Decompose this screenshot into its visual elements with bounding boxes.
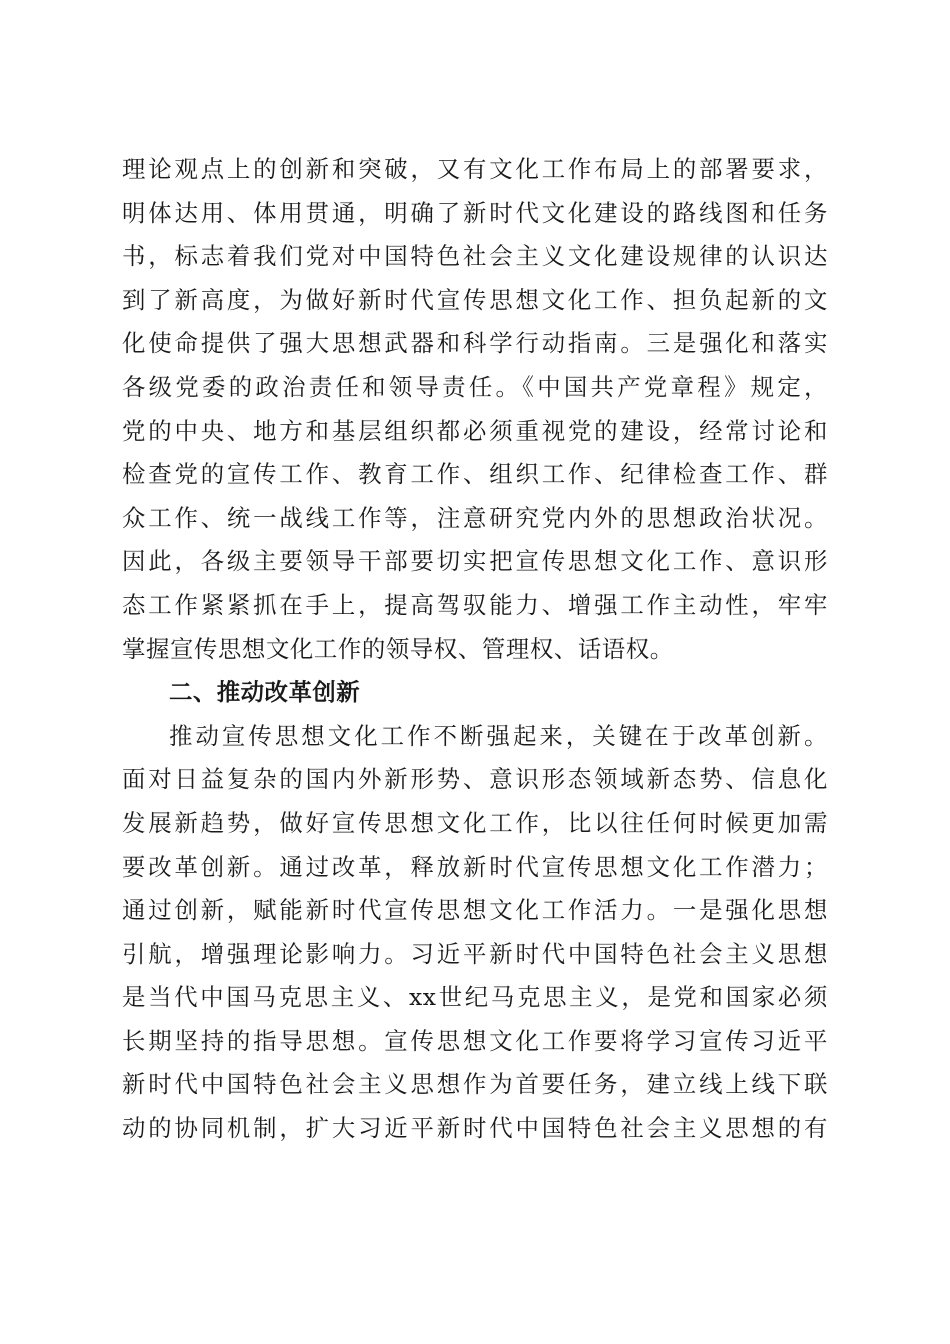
section-heading: 二、推动改革创新 [169, 678, 361, 707]
text-line: 动的协同机制，扩大习近平新时代中国特色社会主义思想的有 [122, 1114, 828, 1143]
text-line: 态工作紧紧抓在手上，提高驾驭能力、增强工作主动性，牢牢 [122, 590, 828, 619]
text-line: 面对日益复杂的国内外新形势、意识形态领域新态势、信息化 [122, 765, 828, 794]
text-line: 长期坚持的指导思想。宣传思想文化工作要将学习宣传习近平 [122, 1026, 828, 1055]
text-line: 党的中央、地方和基层组织都必须重视党的建设，经常讨论和 [122, 416, 828, 445]
text-line: 各级党委的政治责任和领导责任。《中国共产党章程》规定， [122, 372, 828, 401]
text-line: 到了新高度，为做好新时代宣传思想文化工作、担负起新的文 [122, 285, 828, 314]
text-line: 众工作、统一战线工作等，注意研究党内外的思想政治状况。 [122, 503, 828, 532]
text-line: 引航，增强理论影响力。习近平新时代中国特色社会主义思想 [122, 939, 828, 968]
text-line: 明体达用、体用贯通，明确了新时代文化建设的路线图和任务 [122, 198, 828, 227]
text-line: 掌握宣传思想文化工作的领导权、管理权、话语权。 [122, 634, 674, 663]
text-line: 因此，各级主要领导干部要切实把宣传思想文化工作、意识形 [122, 547, 828, 576]
text-line: 书，标志着我们党对中国特色社会主义文化建设规律的认识达 [122, 242, 828, 271]
text-line: 是当代中国马克思主义、xx世纪马克思主义，是党和国家必须 [122, 983, 828, 1012]
document-body [122, 148, 828, 1151]
text-line: 理论观点上的创新和突破，又有文化工作布局上的部署要求， [122, 155, 828, 183]
paragraph-leadership-responsibility [122, 148, 828, 671]
text-line: 要改革创新。通过改革，释放新时代宣传思想文化工作潜力； [122, 852, 828, 881]
text-line: 推动宣传思想文化工作不断强起来，关键在于改革创新。 [169, 721, 828, 750]
text-line: 通过创新，赋能新时代宣传思想文化工作活力。一是强化思想 [122, 896, 828, 925]
text-line: 化使命提供了强大思想武器和科学行动指南。三是强化和落实 [122, 329, 828, 358]
text-line: 检查党的宣传工作、教育工作、组织工作、纪律检查工作、群 [122, 460, 828, 489]
text-line: 发展新趋势，做好宣传思想文化工作，比以往任何时候更加需 [122, 808, 828, 837]
text-line: 新时代中国特色社会主义思想作为首要任务，建立线上线下联 [122, 1070, 828, 1099]
paragraph-reform-innovation [122, 715, 828, 1151]
